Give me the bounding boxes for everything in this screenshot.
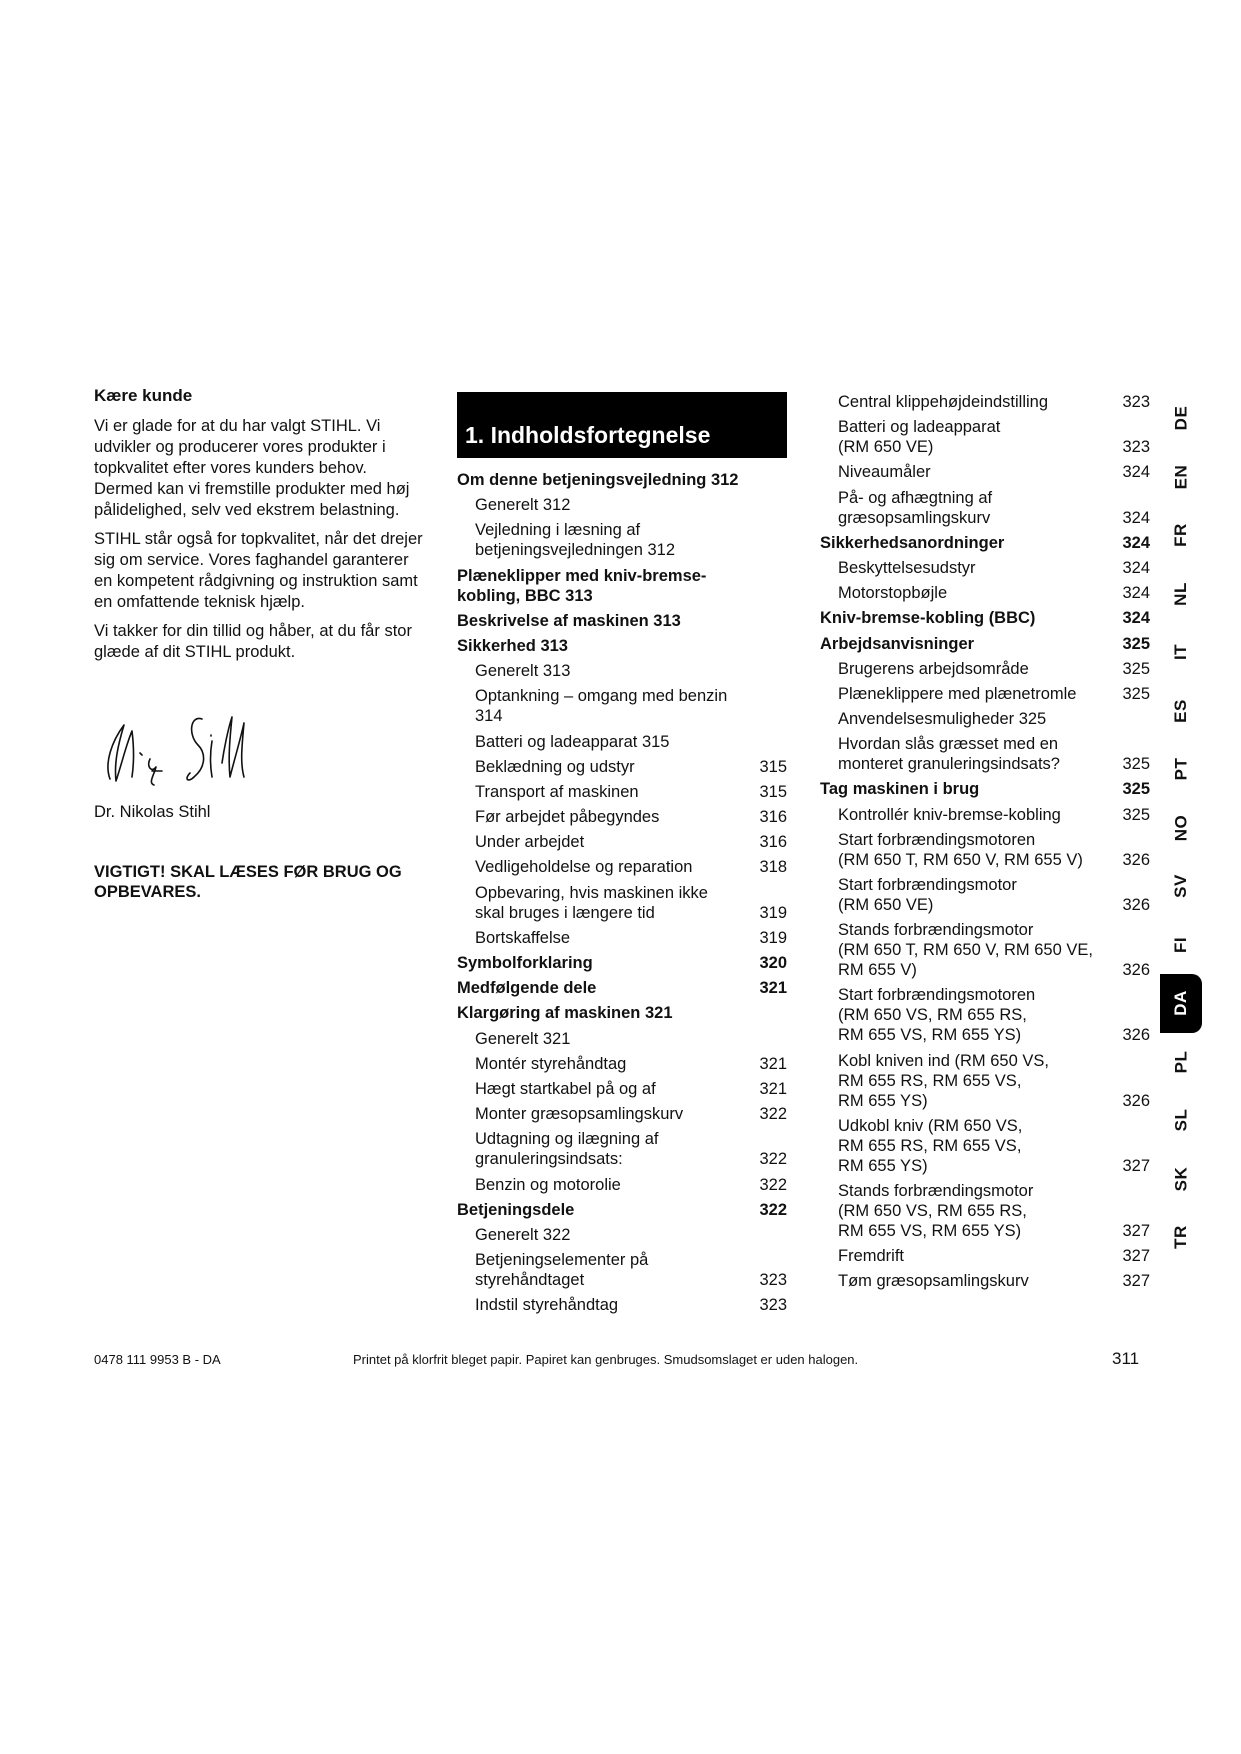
toc-subentry: [820, 1246, 1150, 1266]
toc-entry-title: Generelt 312: [475, 496, 571, 515]
toc-subentry: [457, 883, 787, 923]
toc-entry-title: Transport af maskinen: [475, 782, 639, 801]
toc-entry-page: 323: [1122, 438, 1150, 457]
toc-entry-title: På- og afhægtning af græsopsamlingskurv: [838, 488, 993, 527]
toc-subentry: [457, 1129, 787, 1169]
toc-entry-page: 326: [1122, 1026, 1150, 1045]
language-tab-no: [1160, 799, 1202, 858]
language-tab-sk: [1160, 1150, 1202, 1209]
language-tabs: [1160, 389, 1202, 1267]
toc-entry-page: 324: [1122, 609, 1150, 628]
toc-entry-page: 326: [1122, 961, 1150, 980]
toc-subentry: [820, 875, 1150, 915]
toc-subentry: [457, 757, 787, 777]
toc-entry-page: 321: [759, 1054, 787, 1073]
language-tab-fr: [1160, 506, 1202, 565]
toc-entry-page: 316: [759, 833, 787, 852]
toc-entry-page: 324: [1122, 533, 1150, 552]
toc-entry-title: Udtagning og ilægning af granuleringsindsats:: [475, 1130, 659, 1169]
toc-entry-page: 320: [759, 954, 787, 972]
language-tab-label: IT: [1170, 644, 1190, 661]
toc-entry-title: Medfølgende dele: [457, 979, 597, 998]
toc-subentry: [820, 830, 1150, 870]
toc-entry-title: Batteri og ladeapparat (RM 650 VE): [838, 418, 1001, 457]
toc-subentry: [820, 659, 1150, 679]
toc-entry-page: 324: [1122, 463, 1150, 482]
toc-entry-title: Beskrivelse af maskinen 313: [457, 611, 681, 630]
toc-entry-title: Montér styrehåndtag: [475, 1054, 627, 1073]
toc-entry-title: Plæneklippere med plænetromle: [838, 684, 1077, 703]
toc-subentry: [457, 1104, 787, 1124]
toc-entry-page: 327: [1122, 1156, 1150, 1175]
toc-subentry: [820, 1271, 1150, 1291]
intro-section: [94, 386, 424, 902]
toc-entry-title: Anvendelsesmuligheder 325: [838, 710, 1047, 729]
toc-entry-title: Betjeningsdele: [457, 1200, 575, 1219]
toc-subentry: [820, 920, 1150, 980]
language-tab-label: NO: [1171, 814, 1190, 841]
toc-subentry: [820, 1116, 1150, 1176]
toc-entry-page: 318: [759, 858, 787, 877]
toc-entry-title: Klargøring af maskinen 321: [457, 1004, 673, 1023]
toc-subentry: [457, 832, 787, 852]
toc-entry-title: Benzin og motorolie: [475, 1175, 621, 1194]
intro-paragraph: Vi er glade for at du har valgt STIHL. Vi udvikler og producerer vores produkter i topkvalitet efter vores kunders behov. Dermed kan vi fremstille produkter med høj pålidelighed, selv ved ekstrem belastning.: [94, 417, 410, 519]
toc-column-right: [820, 392, 1150, 1297]
toc-entry-title: Plæneklipper med kniv-bremse- kobling, BBC 313: [457, 566, 707, 605]
signer-name: Dr. Nikolas Stihl: [94, 803, 211, 821]
toc-subentry: [457, 782, 787, 802]
toc-column-left: [457, 392, 787, 1320]
language-tab-label: DE: [1171, 405, 1190, 431]
toc-entry-page: 325: [1122, 755, 1150, 774]
signature-drawing: [94, 701, 264, 797]
language-tab-label: PL: [1170, 1050, 1190, 1074]
language-tab-tr: [1160, 1208, 1202, 1267]
toc-subentry: [457, 686, 787, 726]
toc-subentry: [457, 520, 787, 560]
toc-entry-title: Batteri og ladeapparat 315: [475, 732, 670, 751]
toc-subentry: [457, 1029, 787, 1049]
toc-entry-title: Indstil styrehåndtag: [475, 1296, 619, 1315]
toc-entry-title: Stands forbrændingsmotor (RM 650 T, RM 650 V, RM 650 VE, RM 655 V): [838, 921, 1093, 980]
toc-subentry: [820, 1181, 1150, 1241]
toc-entry-title: Beskyttelsesudstyr: [838, 558, 976, 577]
toc-entry-page: 325: [1122, 634, 1150, 653]
toc-entry-title: Sikkerhed 313: [457, 636, 568, 655]
language-tab-nl: [1160, 565, 1202, 624]
toc-section-entry: [820, 634, 1150, 654]
toc-section-entry: [457, 1200, 787, 1220]
toc-subentry: [457, 1079, 787, 1099]
toc-entry-page: 323: [759, 1296, 787, 1315]
language-tab-label: ES: [1171, 698, 1190, 723]
toc-entry-title: Start forbrændingsmotoren (RM 650 VS, RM 655 RS, RM 655 VS, RM 655 YS): [838, 986, 1036, 1045]
toc-subentry: [457, 1250, 787, 1290]
language-tab-sl: [1160, 1091, 1202, 1150]
toc-subentry: [457, 857, 787, 877]
toc-entry-title: Betjeningselementer på styrehåndtaget: [475, 1251, 649, 1290]
toc-entry-title: Kontrollér kniv-bremse-kobling: [838, 805, 1061, 824]
page-number: 311: [1112, 1349, 1140, 1368]
language-tab-label: NL: [1170, 581, 1190, 606]
language-tab-label: FI: [1170, 936, 1190, 953]
language-tab-label: TR: [1170, 1225, 1190, 1250]
toc-subentry: [457, 1225, 787, 1245]
language-tab-sv: [1160, 857, 1202, 916]
toc-entry-page: 322: [759, 1175, 787, 1194]
toc-section-entry: [457, 611, 787, 631]
toc-entry-page: 319: [759, 903, 787, 922]
toc-entry-page: 324: [1122, 584, 1150, 603]
toc-entry-page: 326: [1122, 850, 1150, 869]
toc-entry-title: Bortskaffelse: [475, 928, 571, 947]
toc-subentry: [820, 985, 1150, 1045]
toc-entry-page: 327: [1122, 1221, 1150, 1240]
warning-notice: VIGTIGT! SKAL LÆSES FØR BRUG OG OPBEVARES.: [94, 863, 402, 901]
toc-subentry: [820, 488, 1150, 528]
toc-entry-page: 327: [1122, 1272, 1150, 1291]
language-tab-pt: [1160, 740, 1202, 799]
toc-entry-title: Tøm græsopsamlingskurv: [838, 1272, 1029, 1291]
toc-subentry: [820, 392, 1150, 412]
toc-entry-page: 322: [759, 1200, 787, 1219]
toc-subentry: [457, 661, 787, 681]
toc-entry-page: 324: [1122, 508, 1150, 527]
toc-entry-title: Symbolforklaring: [457, 954, 593, 972]
toc-section-entry: [457, 1003, 787, 1023]
toc-subentry: [457, 495, 787, 515]
language-tab-en: [1160, 448, 1202, 507]
toc-section-entry: [820, 533, 1150, 553]
toc-section-entry: [820, 608, 1150, 628]
toc-subentry: [457, 807, 787, 827]
toc-entry-page: 319: [759, 928, 787, 947]
print-note: Printet på klorfrit bleget papir. Papiret kan genbruges. Smudsomslaget er uden halogen.: [353, 1352, 859, 1367]
toc-entry-title: Generelt 321: [475, 1029, 571, 1048]
toc-entry-title: Start forbrændingsmotor (RM 650 VE): [838, 876, 1017, 914]
toc-entry-title: Kobl kniven ind (RM 650 VS, RM 655 RS, RM 655 VS, RM 655 YS): [838, 1051, 1049, 1110]
language-tab-fi: [1160, 916, 1202, 975]
toc-entry-title: Generelt 322: [475, 1225, 571, 1244]
toc-entry-page: 322: [759, 1150, 787, 1169]
toc-section-entry: [457, 566, 787, 606]
toc-entry-title: Om denne betjeningsvejledning 312: [457, 471, 739, 489]
toc-entry-page: 322: [759, 1105, 787, 1124]
toc-subentry: [457, 1175, 787, 1195]
toc-entry-title: Niveaumåler: [838, 463, 931, 482]
toc-entry-title: Monter græsopsamlingskurv: [475, 1105, 684, 1124]
language-tab-it: [1160, 623, 1202, 682]
toc-entry-title: Vejledning i læsning af betjeningsvejledningen 312: [475, 521, 675, 560]
toc-entry-page: 326: [1122, 896, 1150, 914]
toc-subentry: [820, 1051, 1150, 1111]
greeting: Kære kunde: [94, 386, 193, 405]
toc-entry-title: Under arbejdet: [475, 833, 585, 852]
language-tab-label: DA: [1171, 990, 1190, 1017]
language-tab-pl: [1160, 1033, 1202, 1092]
toc-section-entry: [457, 636, 787, 656]
language-tab-label: EN: [1171, 464, 1190, 490]
language-tab-label: PT: [1170, 757, 1190, 781]
toc-subentry: [820, 684, 1150, 704]
toc-subentry: [457, 928, 787, 948]
toc-entry-page: 325: [1122, 659, 1150, 678]
toc-entry-page: 325: [1122, 780, 1150, 799]
language-tab-label: FR: [1170, 523, 1190, 548]
toc-entry-page: 323: [759, 1271, 787, 1290]
toc-entry-page: 323: [1122, 393, 1150, 411]
language-tab-label: SK: [1171, 1166, 1190, 1192]
toc-entry-page: 326: [1122, 1091, 1150, 1110]
toc-entry-title: Udkobl kniv (RM 650 VS, RM 655 RS, RM 655 VS, RM 655 YS): [838, 1116, 1023, 1175]
language-tab-label: SV: [1171, 874, 1190, 899]
toc-subentry: [820, 417, 1150, 457]
toc-entry-page: 325: [1122, 805, 1150, 824]
toc-entry-title: Optankning – omgang med benzin 314: [475, 687, 728, 726]
toc-entry-title: Sikkerhedsanordninger: [820, 533, 1005, 552]
toc-entry-title: Vedligeholdelse og reparation: [475, 858, 693, 877]
toc-entry-title: Hægt startkabel på og af: [475, 1079, 656, 1098]
language-tab-de: [1160, 389, 1202, 448]
toc-section-entry: [457, 470, 787, 490]
toc-subentry: [820, 558, 1150, 578]
toc-entry-title: Start forbrændingsmotoren (RM 650 T, RM 650 V, RM 655 V): [838, 830, 1083, 869]
toc-entry-page: 315: [759, 782, 787, 801]
intro-paragraph: STIHL står også for topkvalitet, når det drejer sig om service. Vores faghandel garanterer en kompetent rådgivning og instruktion samt en omfattende teknisk hjælp.: [94, 530, 423, 611]
language-tab-da: [1160, 974, 1202, 1033]
toc-entry-page: 315: [759, 757, 787, 776]
toc-subentry: [457, 1295, 787, 1315]
toc-entry-title: Tag maskinen i brug: [820, 780, 980, 799]
toc-entry-title: Kniv-bremse-kobling (BBC): [820, 609, 1036, 628]
toc-entry-page: 321: [759, 1079, 787, 1098]
toc-entry-page: 325: [1122, 684, 1150, 703]
language-tab-es: [1160, 682, 1202, 741]
toc-entry-page: 327: [1122, 1247, 1150, 1266]
toc-entry-page: 324: [1122, 558, 1150, 577]
toc-subentry: [820, 805, 1150, 825]
toc-entry-page: 316: [759, 808, 787, 827]
toc-entry-title: Opbevaring, hvis maskinen ikke skal bruges i længere tid: [475, 883, 708, 922]
toc-section-entry: [457, 953, 787, 973]
toc-subentry: [820, 709, 1150, 729]
toc-entry-title: Brugerens arbejdsområde: [838, 659, 1029, 678]
toc-entry-title: Motorstopbøjle: [838, 584, 948, 603]
toc-subentry: [457, 732, 787, 752]
toc-subentry: [457, 1054, 787, 1074]
toc-entry-title: Hvordan slås græsset med en monteret granuleringsindsats?: [838, 735, 1060, 774]
toc-entry-title: Før arbejdet påbegyndes: [475, 808, 660, 827]
toc-entry-title: Central klippehøjdeindstilling: [838, 393, 1049, 411]
toc-section-entry: [457, 978, 787, 998]
toc-entry-page: 321: [759, 979, 787, 998]
toc-entry-title: Fremdrift: [838, 1247, 904, 1266]
toc-subentry: [820, 462, 1150, 482]
toc-subentry: [820, 734, 1150, 774]
toc-entry-title: Arbejdsanvisninger: [820, 634, 975, 653]
toc-entry-title: Stands forbrændingsmotor (RM 650 VS, RM 655 RS, RM 655 VS, RM 655 YS): [838, 1181, 1034, 1240]
language-tab-label: SL: [1170, 1108, 1190, 1132]
handwritten-signature: [94, 701, 424, 797]
toc-section-entry: [820, 779, 1150, 799]
document-code: 0478 111 9953 B - DA: [94, 1352, 221, 1367]
toc-entry-title: Beklædning og udstyr: [475, 757, 635, 776]
toc-subentry: [820, 583, 1150, 603]
intro-paragraph: Vi takker for din tillid og håber, at du får stor glæde af dit STIHL produkt.: [94, 622, 412, 661]
toc-entry-title: Generelt 313: [475, 662, 571, 681]
toc-title: 1. Indholdsfortegnelse: [457, 392, 787, 458]
